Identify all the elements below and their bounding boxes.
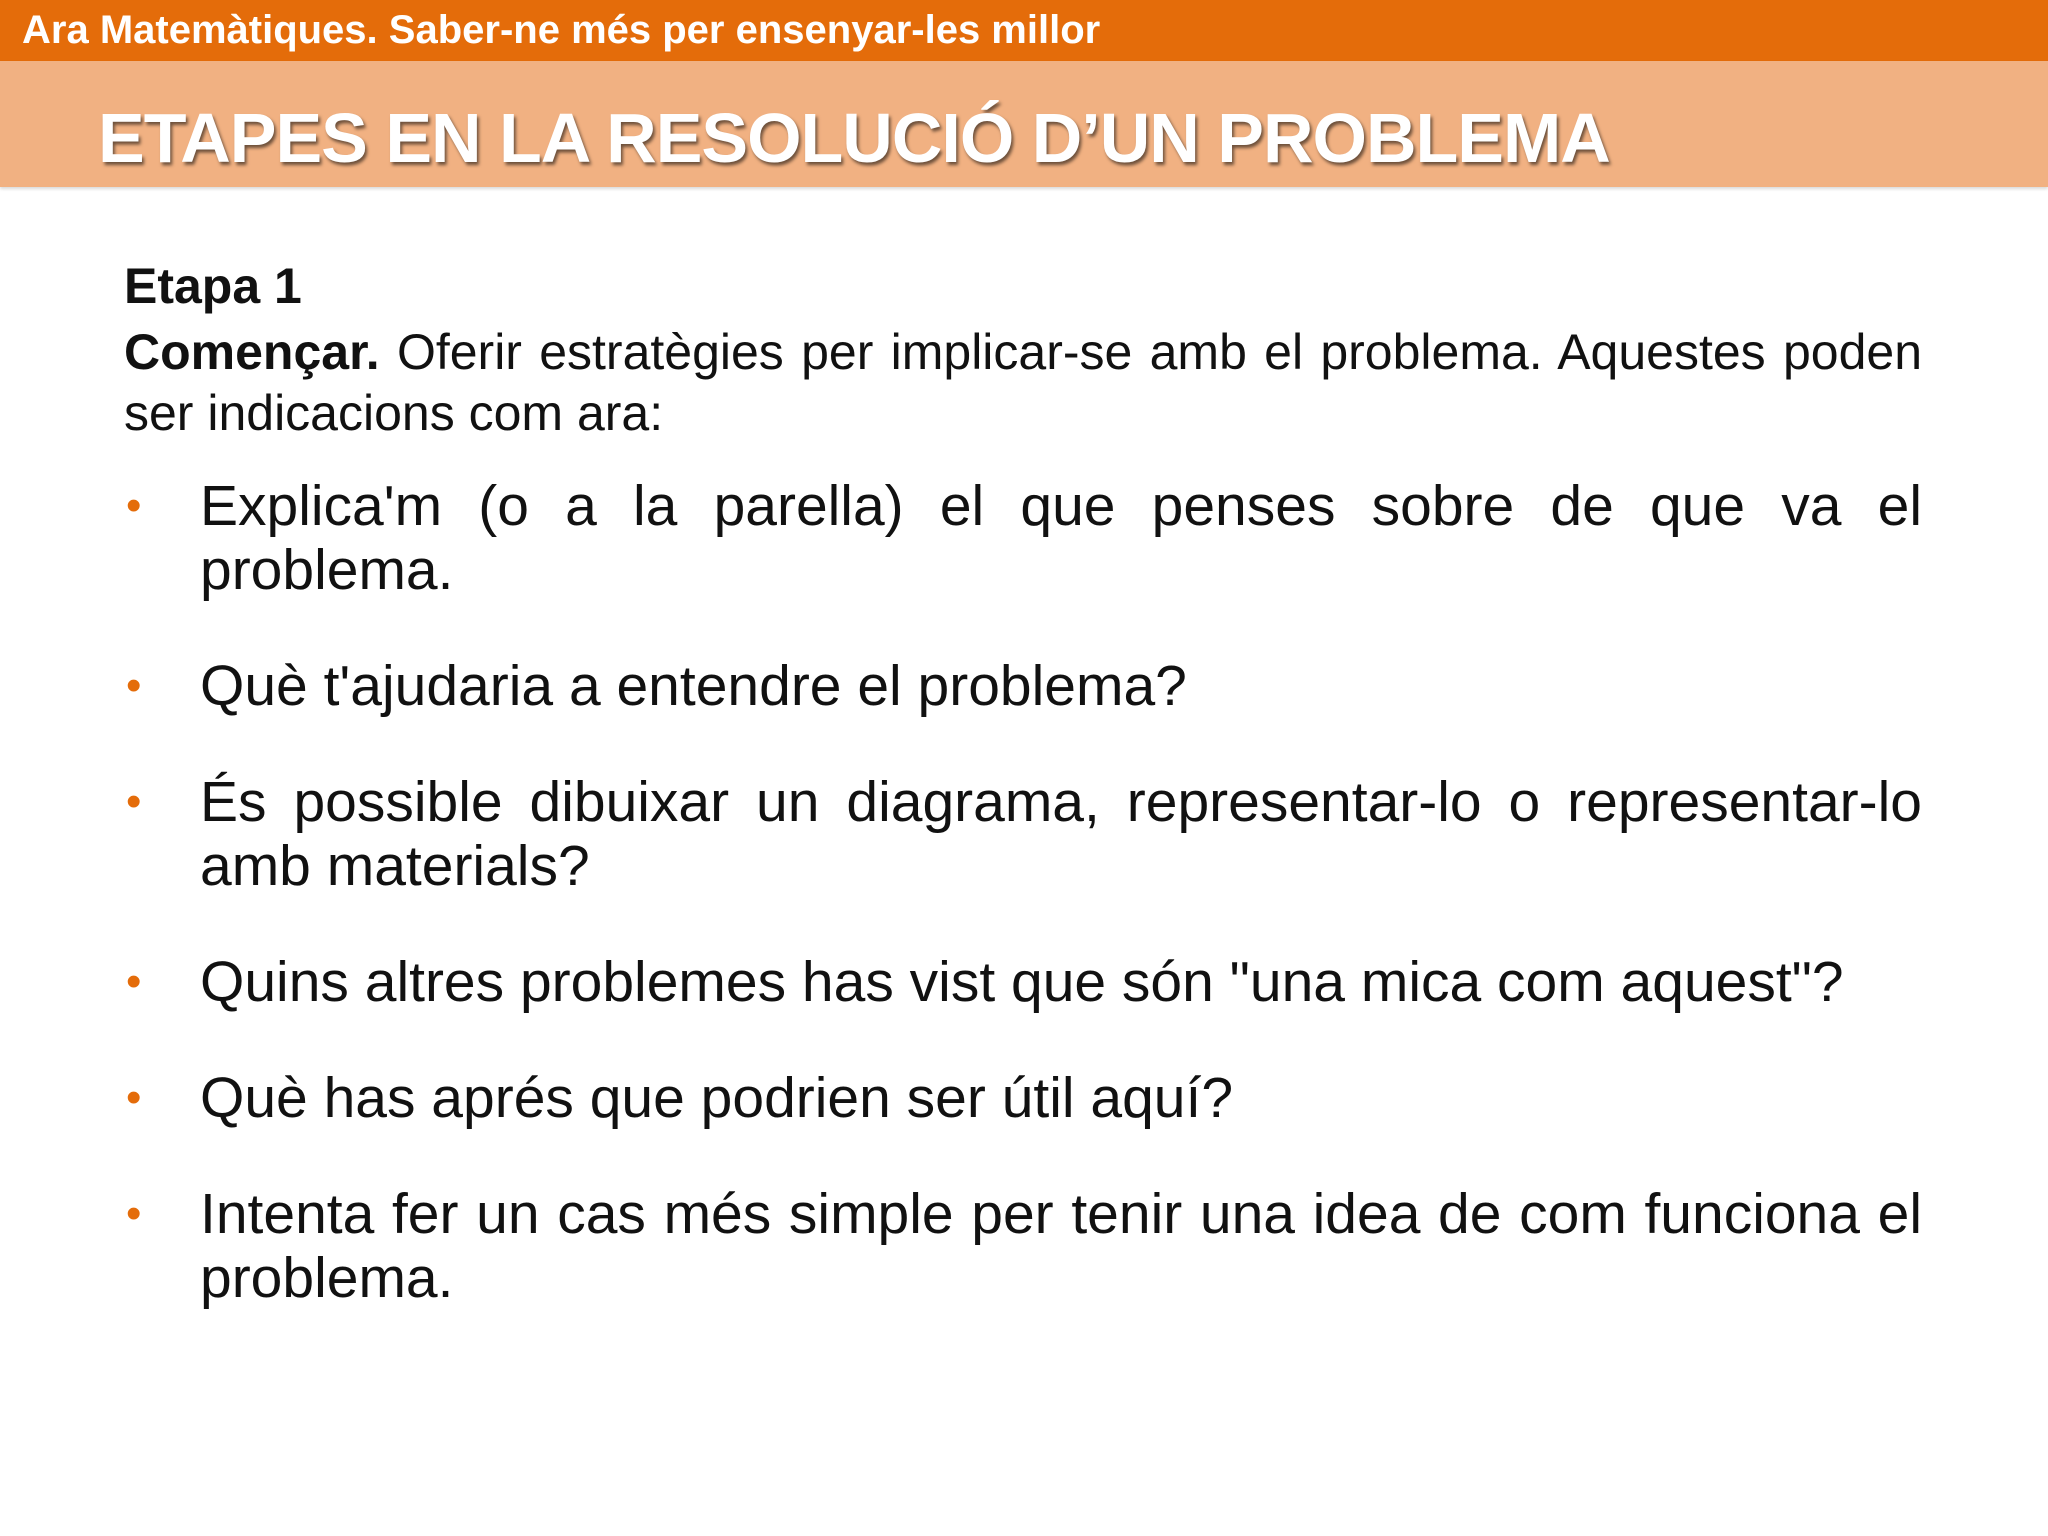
bullet-icon: • (126, 661, 142, 710)
intro-text: Oferir estratègies per implicar-se amb el problema. Aquestes poden ser indicacions com ara: (124, 324, 1922, 441)
list-item-text: És possible dibuixar un diagrama, representar-lo o representar-lo amb materials? (200, 770, 1922, 898)
intro-strong-label: Començar. (124, 324, 380, 380)
slide-content (124, 250, 1922, 1362)
slide-title-bar (0, 61, 2048, 187)
list-item (124, 1066, 1922, 1130)
list-item-text: Què t'ajudaria a entendre el problema? (200, 654, 1187, 718)
course-title: Ara Matemàtiques. Saber-ne més per ensenyar-les millor (22, 8, 1101, 52)
list-item (124, 770, 1922, 898)
bullet-icon: • (126, 777, 142, 826)
stage-heading: Etapa 1 (124, 258, 302, 314)
list-item (124, 950, 1922, 1014)
course-header-bar (0, 0, 2048, 61)
list-item (124, 474, 1922, 602)
slide-title: ETAPES EN LA RESOLUCIÓ D’UN PROBLEMA (98, 99, 1610, 177)
bullet-icon: • (126, 957, 142, 1006)
bullet-icon: • (126, 1073, 142, 1122)
list-item-text: Quins altres problemes has vist que són "una mica com aquest"? (200, 950, 1844, 1014)
bullet-icon: • (126, 1189, 142, 1238)
prompt-list (124, 474, 1922, 1310)
list-item (124, 654, 1922, 718)
list-item-text: Què has aprés que podrien ser útil aquí? (200, 1066, 1234, 1130)
intro-paragraph (124, 322, 1922, 444)
list-item (124, 1182, 1922, 1310)
bullet-icon: • (126, 481, 142, 530)
list-item-text: Explica'm (o a la parella) el que penses sobre de que va el problema. (200, 474, 1922, 602)
list-item-text: Intenta fer un cas més simple per tenir una idea de com funciona el problema. (200, 1182, 1922, 1310)
